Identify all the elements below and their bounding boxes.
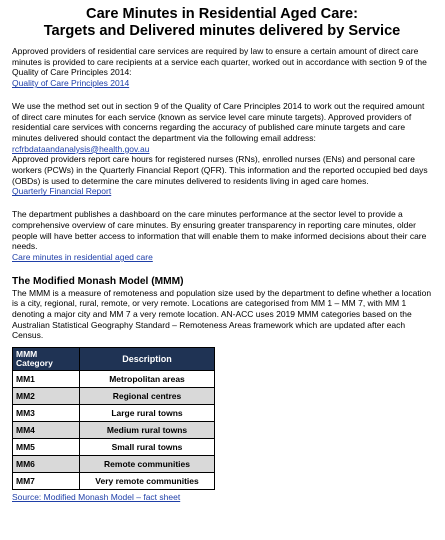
header-description: Description [80,348,215,371]
mmm-paragraph: The MMM is a measure of remoteness and population size used by the department to define whether a location is a city, regional, rural, remote, or very remote. Locations are categorised from MM 1 – MM 7, with MM 1 denoting a major city and MM 7 a very remote location. AN-ACC uses 2019 MMM categories based on the Australian Statistical Geography Standard – Remoteness Areas framework which are updated after each Census. [12,287,432,341]
row-code: MM1 [13,371,80,388]
dashboard-paragraph: The department publishes a dashboard on the care minutes performance at the sector level to provide a comprehensive overview of care minutes. By ensuring greater transparency in reporting care minutes, older people will have better access to information that will enable them to make informed decisions about their care needs. [12,209,427,252]
row-code: MM3 [13,405,80,422]
title-line-1: Care Minutes in Residential Aged Care: [86,6,358,22]
row-code: MM7 [13,473,80,490]
mmm-category-table [12,347,215,490]
care-minutes-dashboard-link[interactable]: Care minutes in residential aged care [12,251,153,262]
table-header-row [13,348,215,371]
table-row [13,405,215,422]
source-fact-sheet-link[interactable]: Source: Modified Monash Model – fact sheet [12,492,181,503]
row-description: Medium rural towns [80,422,215,439]
quarterly-financial-report-link[interactable]: Quarterly Financial Report [12,186,112,197]
row-description: Small rural towns [80,439,215,456]
table-row [13,422,215,439]
title-line-2: Targets and Delivered minutes delivered by Service [43,23,401,39]
row-code: MM4 [13,422,80,439]
table-row [13,371,215,388]
row-description: Remote communities [80,456,215,473]
document-page [12,6,432,502]
header-mmm-category: MMM Category [13,348,80,371]
row-code: MM5 [13,439,80,456]
reporting-paragraph: Approved providers report care hours for registered nurses (RNs), enrolled nurses (ENs) and personal care workers (PCWs) in the Quarterly Financial Report (QFR). This information and the reported occupied bed days (OBDs) is used to determine the care minutes delivered to residents living in aged care homes. [12,154,428,186]
row-description: Very remote communities [80,473,215,490]
quality-of-care-principles-link[interactable]: Quality of Care Principles 2014 [12,78,130,89]
row-code: MM6 [13,456,80,473]
page-title [12,6,432,40]
email-link[interactable]: rcfrbdataandanalysis@health.gov.au [12,143,150,154]
row-description: Large rural towns [80,405,215,422]
row-description: Metropolitan areas [80,371,215,388]
table-row [13,439,215,456]
table-row [13,456,215,473]
row-code: MM2 [13,388,80,405]
method-paragraph: We use the method set out in section 9 of the Quality of Care Principles 2014 to work out the required amount of direct care minutes for each service (known as service level care minute targets). Approved providers of residential care services with concerns regarding the accuracy of published care minute targets and care minutes delivered should contact the department via the following email address: [12,100,425,143]
table-row [13,473,215,490]
table-row [13,388,215,405]
row-description: Regional centres [80,388,215,405]
intro-paragraph: Approved providers of residential care services are required by law to ensure a certain amount of direct care minutes is provided to care recipients at a service each quarter, worked out in accordance with section 9 of the Quality of Care Principles 2014: [12,46,427,78]
mmm-heading: The Modified Monash Model (MMM) [12,275,184,287]
